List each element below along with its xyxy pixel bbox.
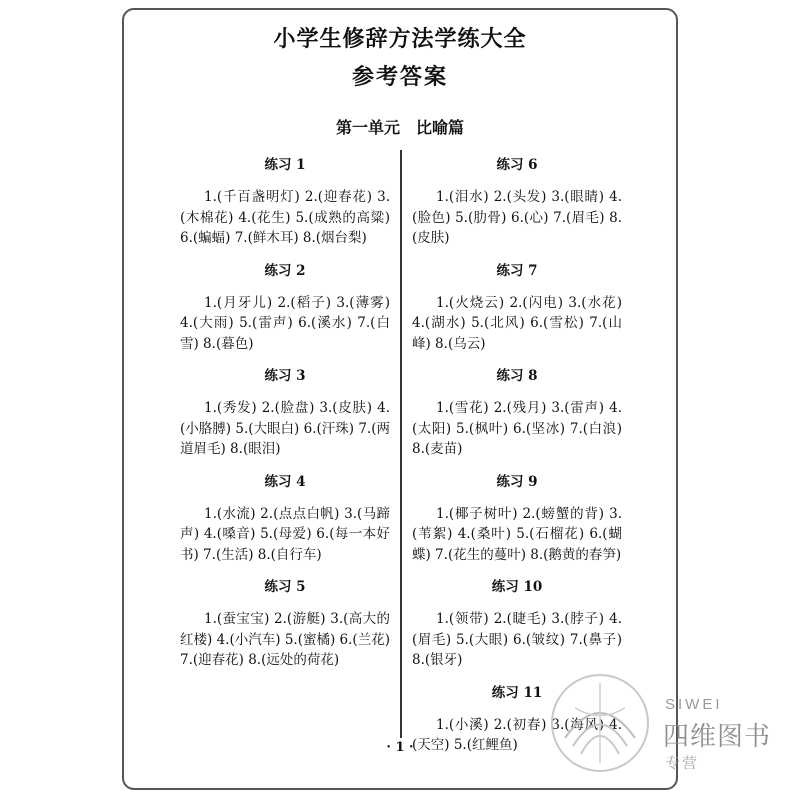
watermark-brand-cn: 四维图书 [663,722,772,752]
exercise-title: 练习 8 [496,368,538,384]
right-column [412,155,622,768]
watermark-brand-en: SIWEI [665,696,723,713]
exercise-block [180,261,390,355]
exercise-title: 练习 7 [496,262,538,279]
exercise-block [412,366,622,460]
page-subtitle: 参考答案 [351,64,448,90]
exercise-answers: 1.(千百盏明灯) 2.(迎春花) 3.(木棉花) 4.(花生) 5.(成熟的高粱) 6.(蝙蝠) 7.(鲜木耳) 8.(烟台梨) [180,189,390,246]
exercise-title: 练习 3 [264,368,306,384]
exercise-answers: 1.(火烧云) 2.(闪电) 3.(水花) 4.(湖水) 5.(北风) 6.(雪松) 7.(山峰) 8.(乌云) [412,294,622,352]
exercise-block [412,577,622,671]
exercise-answers: 1.(月牙儿) 2.(稻子) 3.(薄雾) 4.(大雨) 5.(雷声) 6.(溪水) 7.(白雪) 8.(暮色) [180,294,390,352]
exercise-title: 练习 9 [496,473,538,490]
left-column [180,155,390,683]
watermark-brand-sub: 专营 [665,754,700,772]
exercise-title: 练习 10 [491,579,543,595]
exercise-answers: 1.(水流) 2.(点点白帆) 3.(马蹄声) 4.(嗓音) 5.(母爱) 6.(每一本好书) 7.(生活) 8.(自行车) [180,505,390,563]
exercise-answers: 1.(椰子树叶) 2.(螃蟹的背) 3.(苇絮) 4.(桑叶) 5.(石榴花) 6.(蝴蝶) 7.(花生的蔓叶) 8.(鹅黄的春笋) [412,505,622,563]
exercise-answers: 1.(领带) 2.(睫毛) 3.(脖子) 4.(眉毛) 5.(大眼) 6.(皱纹) 7.(鼻子) 8.(银牙) [412,611,622,668]
exercise-title: 练习 5 [264,579,306,595]
exercise-block [412,261,622,355]
exercise-block [412,155,622,249]
exercise-answers: 1.(秀发) 2.(脸盘) 3.(皮肤) 4.(小胳膊) 5.(大眼白) 6.(汗珠) 7.(两道眉毛) 8.(眼泪) [180,400,390,457]
unit-heading: 第一单元 比喻篇 [335,118,464,137]
exercise-answers: 1.(蚕宝宝) 2.(游艇) 3.(高大的红楼) 4.(小汽车) 5.(蜜橘) 6.(兰花) 7.(迎春花) 8.(远处的荷花) [180,611,390,668]
exercise-block [180,472,390,566]
column-divider [400,150,402,738]
exercise-answers: 1.(泪水) 2.(头发) 3.(眼睛) 4.(脸色) 5.(肋骨) 6.(心) 7.(眉毛) 8.(皮肤) [412,189,622,246]
exercise-block [180,155,390,249]
exercise-block [180,366,390,460]
page-title: 小学生修辞方法学练大全 [273,26,527,52]
exercise-answers: 1.(雪花) 2.(残月) 3.(雷声) 4.(太阳) 5.(枫叶) 6.(坚冰) 7.(白浪) 8.(麦苗) [412,400,622,457]
exercise-title: 练习 4 [264,473,306,490]
exercise-block [412,472,622,566]
exercise-title: 练习 1 [264,157,306,173]
exercise-block [180,577,390,671]
exercise-title: 练习 6 [496,157,538,173]
exercise-title: 练习 11 [491,684,543,701]
exercise-title: 练习 2 [264,262,306,279]
exercise-answers: 1.(小溪) 2.(初春) 3.(海风) 4.(天空) 5.(红鲤鱼) [412,716,622,753]
page-number: · 1 · [386,740,414,755]
